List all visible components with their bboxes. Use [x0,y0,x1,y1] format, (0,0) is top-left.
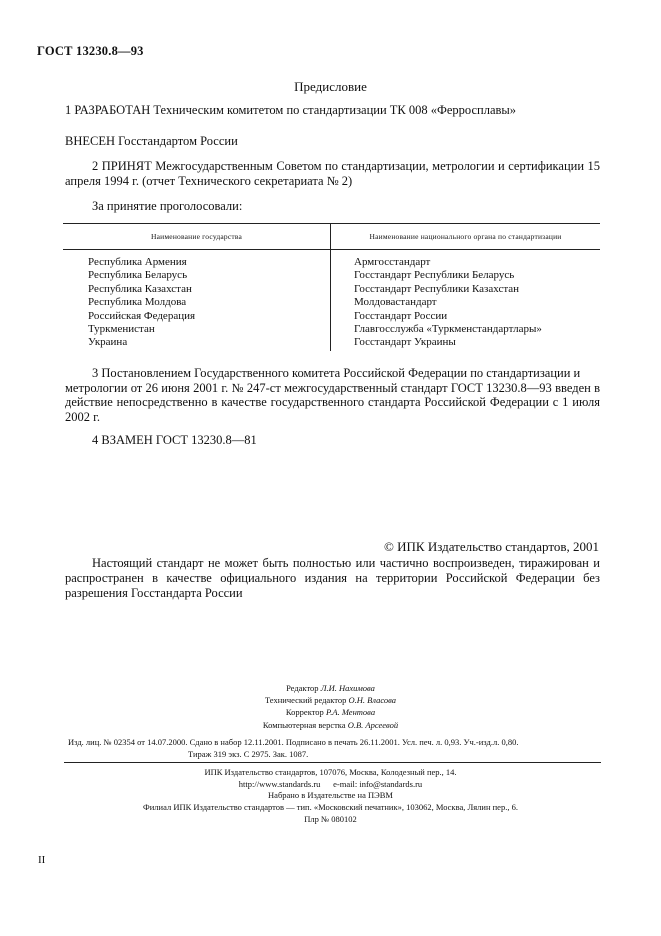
credit-role: Компьютерная верстка [262,719,346,730]
paragraph-adopted: 2 ПРИНЯТ Межгосударственным Советом по стандартизации, метрологии и сертификации 15 апреля 1994 г. (отчет Технического секретариата № 2) [65,159,600,188]
resolution-rest: метрологии от 26 июня 2001 г. № 247-ст межгосударственный стандарт ГОСТ 13230.8—93 введен в действие непосредственно в качестве государственного стандарта Российской Федерации с 1 июля 2002 г. [65,380,600,424]
credit-line [0,694,661,706]
publisher-address [0,767,661,826]
credit-line [0,706,661,718]
credit-role: Технический редактор [264,695,347,706]
credit-role: Редактор [286,683,319,693]
publication-line-2: Тираж 319 экз. С 2975. Зак. 1087. [188,748,309,759]
table-header-rule [63,249,600,250]
table-cell: Российская Федерация [88,309,196,322]
paragraph-developed: 1 РАЗРАБОТАН Техническим комитетом по стандартизации ТК 008 «Ферросплавы» [65,103,517,117]
paragraph-resolution [65,366,600,424]
credit-line [0,682,661,694]
address-line: Плр № 080102 [304,813,357,824]
table-header-state: Наименование государства [150,232,242,241]
editorial-credits [0,682,661,731]
publication-line-1: Изд. лиц. № 02354 от 14.07.2000. Сдано в набор 12.11.2001. Подписано в печать 26.11.2001. Усл. печ. л. 0,93. Уч.-изд.л. 0,80. [68,737,519,747]
credit-name: О.В. Арсеевой [347,719,399,730]
reproduction-notice: Настоящий стандарт не может быть полностью или частично воспроизведен, тиражирован и распространен в качестве официального издания на территории Российской Федерации без разрешения Госстандарта России [65,556,600,600]
table-top-rule [63,223,600,224]
paragraph-introduced: ВНЕСЕН Госстандартом России [65,134,238,148]
credit-name: Р.А. Ментова [325,707,376,718]
table-column-states [88,256,195,350]
credit-name: О.Н. Власова [348,695,397,706]
table-cell: Республика Казахстан [88,282,192,295]
table-cell: Госстандарт Республики Беларусь [354,269,515,282]
table-cell: Главгосслужба «Туркменстандартлары» [354,323,542,336]
paragraph-voted: За принятие проголосовали: [92,199,243,213]
address-line: ИПК Издательство стандартов, 107076, Москва, Колодезный пер., 14. [204,767,457,777]
page-number: II [38,854,46,866]
paragraph-replaces: 4 ВЗАМЕН ГОСТ 13230.8—81 [92,433,257,447]
table-cell: Госстандарт Республики Казахстан [354,282,520,295]
address-line: http://www.standards.ru e-mail: info@standards.ru [238,778,423,789]
footer-divider [64,762,601,763]
table-cell: Республика Беларусь [88,269,188,282]
voting-table [63,223,600,352]
page-title: Предисловие [294,79,367,94]
table-column-bodies [354,256,542,350]
address-line: Филиал ИПК Издательство стандартов — тип. «Московский печатник», 103062, Москва, Лялин пер., 6. [143,802,518,813]
table-header-body: Наименование национального органа по стандартизации [369,232,562,241]
table-column-divider [330,223,331,351]
table-cell: Молдовастандарт [354,296,437,309]
resolution-first-line: 3 Постановлением Государственного комитета Российской Федерации по стандартизации и [92,366,581,380]
table-cell: Туркменистан [88,323,155,336]
address-line: Набрано в Издательстве на ПЭВМ [268,790,393,801]
credit-role: Корректор [285,707,324,718]
publication-info [68,737,600,760]
document-id: ГОСТ 13230.8—93 [37,44,144,58]
credit-line [0,719,661,731]
credit-name: Л.И. Нахимова [320,683,375,693]
table-cell: Республика Молдова [88,296,187,309]
table-cell: Украина [88,336,128,349]
table-cell: Армгосстандарт [354,256,431,268]
table-cell: Госстандарт России [354,309,448,322]
copyright: © ИПК Издательство стандартов, 2001 [384,539,599,554]
table-cell: Республика Армения [88,256,187,268]
table-cell: Госстандарт Украины [354,336,456,349]
